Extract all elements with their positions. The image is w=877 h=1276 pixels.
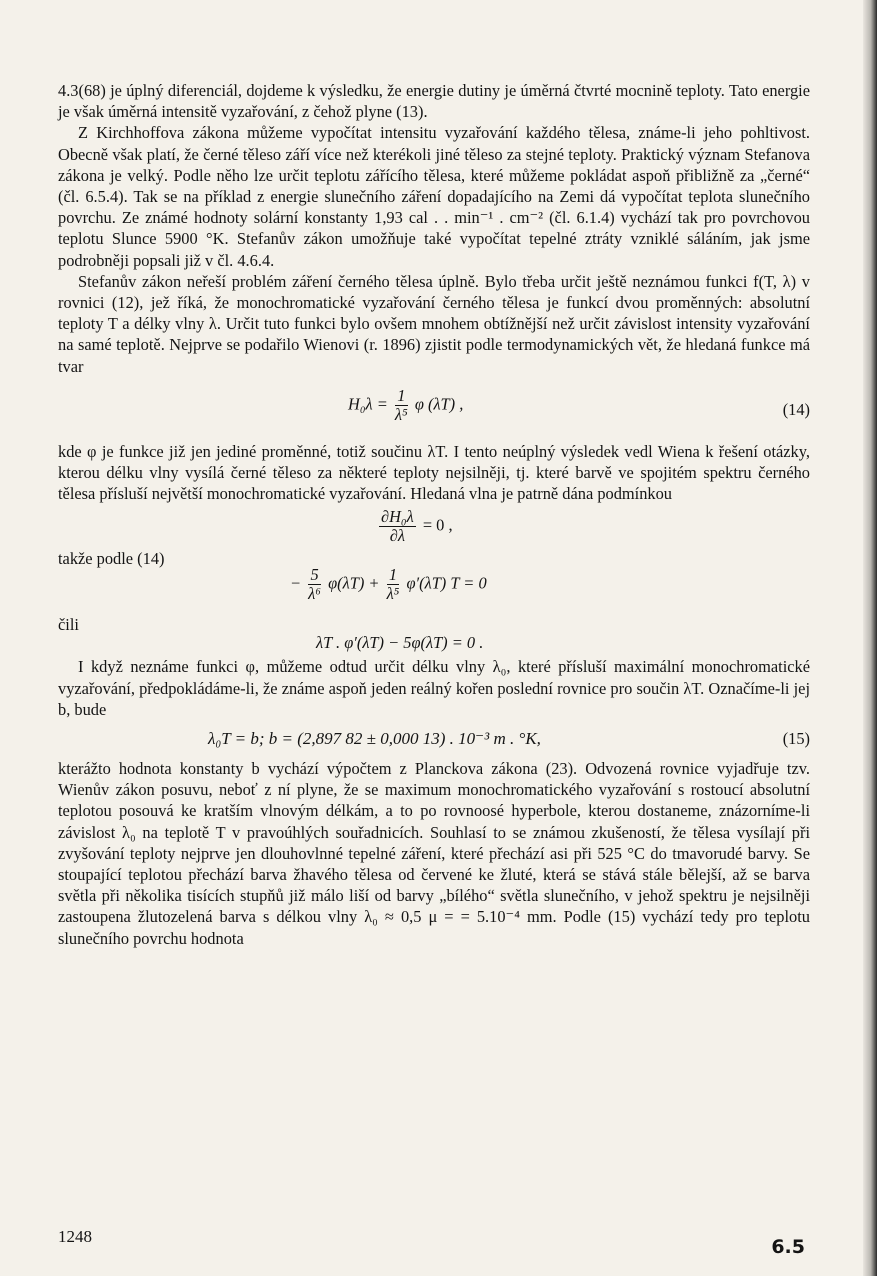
paragraph-1: 4.3(68) je úplný diferenciál, dojdeme k výsledku, že energie dutiny je úměrná čtvrté mocnině teploty. Tato energie je však úměrná intensitě vyzařování, z čehož plyne (13). — [58, 81, 810, 122]
equation-14 — [58, 377, 810, 441]
eq14-denominator: λ⁵ — [394, 404, 408, 424]
eqB-denominator-2: λ⁵ — [386, 584, 400, 604]
eqC: λT . φ′(λT) − 5φ(λT) = 0 . — [316, 633, 484, 653]
equation-15 — [58, 720, 810, 758]
eq14-numerator: 1 — [395, 387, 408, 406]
cond-denominator: ∂λ — [389, 526, 405, 546]
eq14-label: (14) — [782, 399, 810, 419]
eqB-middle: φ(λT) + — [328, 573, 380, 593]
eqB-denominator-1: λ⁶ — [308, 584, 321, 604]
cond-fraction — [379, 508, 416, 545]
eq15: λ₀T = b; b = (2,897 82 ± 0,000 13) . 10⁻³ m . °K, — [208, 729, 541, 749]
takze-label: takže podle (14) — [58, 549, 165, 569]
eqB-numerator-2: 1 — [387, 566, 400, 585]
equation-derivative — [58, 549, 810, 606]
eqB-minus: − — [290, 573, 302, 593]
eq14-rhs: φ (λT) , — [414, 394, 464, 414]
cond-numerator: ∂H₀λ — [381, 507, 414, 527]
eqB-rhs: φ′(λT) T = 0 — [406, 573, 487, 593]
equation-cili — [58, 606, 810, 656]
paragraph-6: kterážto hodnota konstanty b vychází výpočtem z Planckova zákona (23). Odvozená rovnice vyjadřuje tzv. Wienův zákon posuvu, neboť z ní plyne, že se maximum monochromatického vyzařování s rostoucí absolutní teplotou posouvá ke kratším vlnovým délkám, a to po rovnoosé hyperbole, kterou dostaneme, znázorníme-li závislost λ₀ na teplotě T v pravoúhlých souřadnicích. Souhlasí to se známou zkušeností, že tělesa vysílají při zvyšování teploty nejprve jen dlouhovlnné tepelné záření, které přechází asi při 525 °C do tmavorudé barvy. Se stoupající teplotou přechází barva žhavého tělesa od červené ke žluté, která se stává stále bělejší, až se barva světla při několika tisících stupňů již málo liší od barvy „bílého“ světla slunečního, v jehož spektru je nejsilněji zastoupena žlutozelená barva s délkou vlny λ₀ ≈ 0,5 μ = = 5.10⁻⁴ mm. Podle (15) vychází tedy pro teplotu slunečního povrchu hodnota — [58, 759, 810, 948]
cili-label: čili — [58, 615, 79, 635]
eq15-label: (15) — [782, 729, 810, 749]
paragraph-3: Stefanův zákon neřeší problém záření černého tělesa úplně. Bylo třeba určit ještě neznámou funkci f(T, λ) v rovnici (12), jež říká, že monochromatické vyzařování černého tělesa je funkcí dvou proměnných: absolutní teploty T a délky vlny λ. Určit tuto funkci bylo ovšem mnohem obtížnější než určit závislost intensity vyzařování na samé teplotě. Nejprve se podařilo Wienovi (r. 1896) zjistit podle termodynamických vět, že hledaná funkce má tvar — [58, 271, 810, 376]
eqB-fraction-1 — [308, 566, 321, 603]
cond-rhs: = 0 , — [422, 515, 453, 535]
equation-condition — [58, 504, 810, 554]
section-number: 6.5 — [771, 1236, 805, 1258]
paragraph-2: Z Kirchhoffova zákona můžeme vypočítat intensitu vyzařování každého tělesa, známe-li jeho pohltivost. Obecně však platí, že černé těleso září více než kterékoli jiné těleso za stejné teploty. Praktický význam Stefanova zákona je velký. Podle něho lze určit teplotu zářícího tělesa, které můžeme pokládat aspoň přibližně za „černé“ (čl. 6.5.4). Tak se na příklad z energie slunečního záření dopadajícího na Zemi dá vypočítat teplota slunečního povrchu. Ze známé hodnoty solární konstanty 1,93 cal . . min⁻¹ . cm⁻² (čl. 6.1.4) vychází tak pro povrchovou teplotu Slunce 5900 °K. Stefanův zákon umožňuje také vypočítat tepelné ztráty vzniklé sáláním, jak jsme podrobněji popsali již v čl. 4.6.4. — [58, 123, 810, 270]
eqB-numerator-1: 5 — [308, 566, 321, 585]
eq14-lhs: H₀λ = — [348, 394, 388, 414]
paragraph-5: I když neznáme funkci φ, můžeme odtud určit délku vlny λ₀, které přísluší maximální monochromatické vyzařování, předpokládáme-li, že známe aspoň jeden reálný kořen poslední rovnice pro součin λT. Označíme-li jej b, bude — [58, 657, 810, 719]
eq14-fraction — [395, 387, 408, 424]
page-body — [58, 80, 810, 949]
page-edge-shadow — [863, 0, 877, 1276]
eqB-fraction-2 — [387, 566, 400, 603]
page-number: 1248 — [58, 1227, 92, 1246]
paragraph-4: kde φ je funkce již jen jediné proměnné, totiž součinu λT. I tento neúplný výsledek vedl Wiena k řešení otázky, kterou délku vlny vysílá černé těleso za některé teploty nejsilněji, tj. které barvě ve spojitém spektru černého tělesa přísluší největší monochromatické vyzařování. Hledaná vlna je patrně dána podmínkou — [58, 441, 810, 504]
